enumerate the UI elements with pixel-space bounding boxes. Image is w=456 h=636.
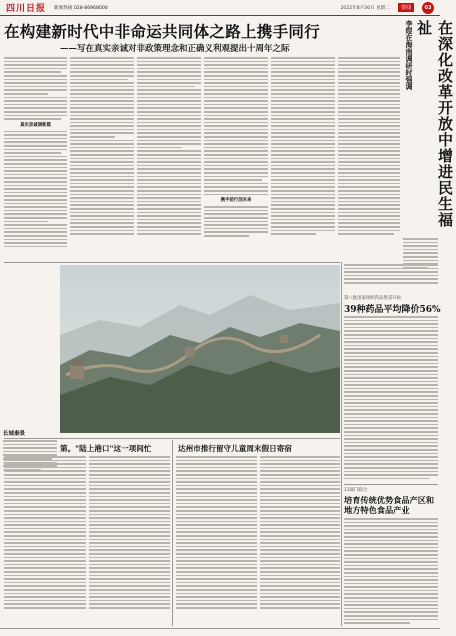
text-lines [204,206,268,236]
drug-article-kicker: 第八批国家组织药品集采开标 [344,296,402,301]
lead-subhead: ——写在真实亲诚对非政策理念和正确义利观提出十周年之际 [60,44,290,54]
great-wall-photo [60,265,340,433]
lead-column-3 [137,57,201,260]
divider [344,484,438,485]
drug-article-text [344,316,438,482]
contact-line: 新闻热线 028-86968000 [54,5,108,11]
text-lines [260,456,341,609]
page-footer [0,628,440,636]
food-article-title: 培育传统优势食品产区和地方特色食品产业 [344,495,435,515]
page-number: 03 [422,2,434,14]
section-badge: 要闻 [398,3,414,12]
text-lines [89,456,171,609]
text-lines [344,316,438,479]
lead-column-1 [4,57,67,260]
text-lines [4,456,86,609]
lead-column-5 [271,57,335,260]
issue-date: 2022年8月30日 星期二 [340,5,390,11]
text-lines [4,57,67,120]
text-lines [344,518,438,624]
divider [172,440,173,626]
text-lines [338,57,400,235]
text-lines [271,57,335,235]
text-lines [176,456,257,609]
masthead [0,0,440,16]
lower-mid-title: 达州市推行留守儿童周末假日寄宿 [178,444,292,453]
section-title-2: 携手前行创未来 [220,198,252,204]
text-lines [344,264,438,284]
great-wall-image [60,265,340,433]
lead-column-4 [204,57,268,260]
section-title: 真实亲诚谱新篇 [20,122,51,128]
text-lines [137,57,201,235]
divider [341,262,342,626]
divider [4,438,340,439]
vertical-feature [403,20,454,235]
photo-caption-title: 长城秦景 [3,431,26,437]
food-article-kicker: 11部门联合 [344,488,368,493]
lower-left-title: 第。"陆上港口"这一项间忙 [60,444,152,453]
lower-mid-text [176,456,340,626]
text-lines [70,57,134,235]
vertical-title: 在深化改革开放中增进民生福祉 [415,20,454,228]
right-column-text [344,264,438,294]
vertical-kicker: 李煜在海南调研时强调 [405,20,413,90]
drug-article-title: 39种药品平均降价56% [344,305,441,315]
lead-column-6 [338,57,400,260]
newspaper-logo: 四川日报 [6,4,47,14]
lead-column-2 [70,57,134,260]
food-article-text [344,518,438,626]
lower-left-text [4,456,170,626]
text-lines [204,57,268,195]
divider [4,262,340,263]
text-lines [4,131,67,248]
lead-headline: 在构建新时代中非命运共同体之路上携手同行 [4,22,321,41]
